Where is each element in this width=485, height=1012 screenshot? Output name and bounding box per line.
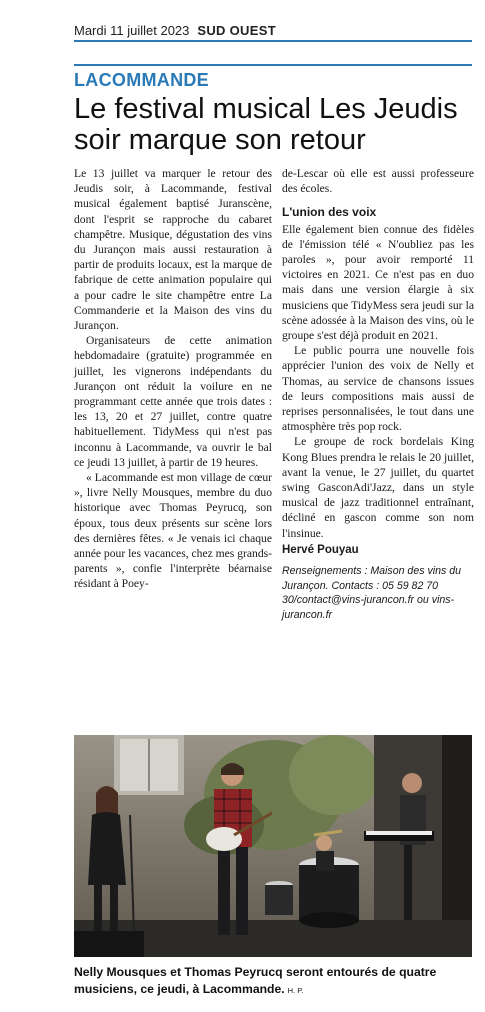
stage-speaker [74, 931, 144, 957]
photo-credit: H. P. [287, 986, 304, 995]
concert-photo [74, 735, 472, 957]
article-headline: Le festival musical Les Jeudis soir marque son retour [74, 93, 458, 156]
article-column-right [282, 166, 474, 622]
paragraph: Organisateurs de cette animation hebdomadaire (gratuite) programmée en juillet, les vignerons indépendants du Jurançon ont réduit la voilure en ne programmant cette année que trois dates : les 13, 20 et 27 juillet, contre quatre habituellement. TidyMess qui n'est pas inconnu à Lacommande, va ouvrir le bal ce jeudi 13 juillet, à partir de 19 heures. [74, 334, 272, 469]
article-info-box: Renseignements : Maison des vins du Jurançon. Contacts : 05 59 82 70 30/contact@vins-jurancon.fr ou vins-jurancon.fr [282, 565, 462, 621]
masthead [74, 20, 472, 40]
article-author: Hervé Pouyau [282, 543, 359, 556]
paragraph: Elle également bien connue des fidèles de l'émission télé « N'oubliez pas les paroles », pour avoir remporté 11 victoires en 2021. Ce n'est pas en duo mais dans une version élargie à six musiciens que TidyMess sera jeudi sur la scène adossée à la Maison des vins, où le groupe s'est déjà produit en 2021. [282, 222, 474, 343]
paragraph: Le groupe de rock bordelais King Kong Blues prendra le relais le 20 juillet, avant la venue, le 27 juillet, du quartet swing GasconAdi'Jazz, dans un style musical de jazz traditionnel entraînant, décliné en gascon comme son nom l'insinue. [282, 435, 474, 540]
rubric-rule [74, 64, 472, 66]
paragraph: « Lacommande est mon village de cœur », livre Nelly Mousques, membre du duo historique avec Thomas Peyrucq, son époux, tous deux présents sur scène lors des dernières fêtes. « Je venais ici chaque année pour les vacances, chez mes grands-parents », confie l'interprète béarnaise résidant à Poey- [74, 471, 272, 591]
article-column-left [74, 166, 272, 592]
paragraph: Le 13 juillet va marquer le retour des Jeudis soir, à Lacommande, festival musical également baptisé Juranscène, dont l'esprit se rapproche du cabaret champêtre. Musique, dégustation des vins du Jurançon mais aussi restauration à partir de produits locaux, est la marque de fabrique de cette animation populaire qui a pour cadre le site champêtre entre La Commanderie et la Maison des vins du Jurançon. [74, 167, 272, 333]
paragraph: de-Lescar où elle est aussi professeure des écoles. [282, 167, 474, 196]
article-rubric: LACOMMANDE [74, 70, 209, 90]
masthead-rule [74, 40, 472, 42]
concert-photo-illustration [74, 735, 472, 957]
article-subhead: L'union des voix [282, 205, 377, 220]
issue-date: Mardi 11 juillet 2023 [74, 22, 190, 38]
caption-text: Nelly Mousques et Thomas Peyrucq seront entourés de quatre musiciens, ce jeudi, à Lacommande. [74, 965, 437, 996]
newspaper-brand: SUD OUEST [197, 22, 276, 38]
paragraph: Le public pourra une nouvelle fois apprécier l'union des voix de Nelly et Thomas, au service de chansons issues de leurs compositions mais aussi de reprises personnalisées, le tout dans une atmosphère très pop rock. [282, 344, 474, 434]
photo-caption [74, 964, 472, 999]
